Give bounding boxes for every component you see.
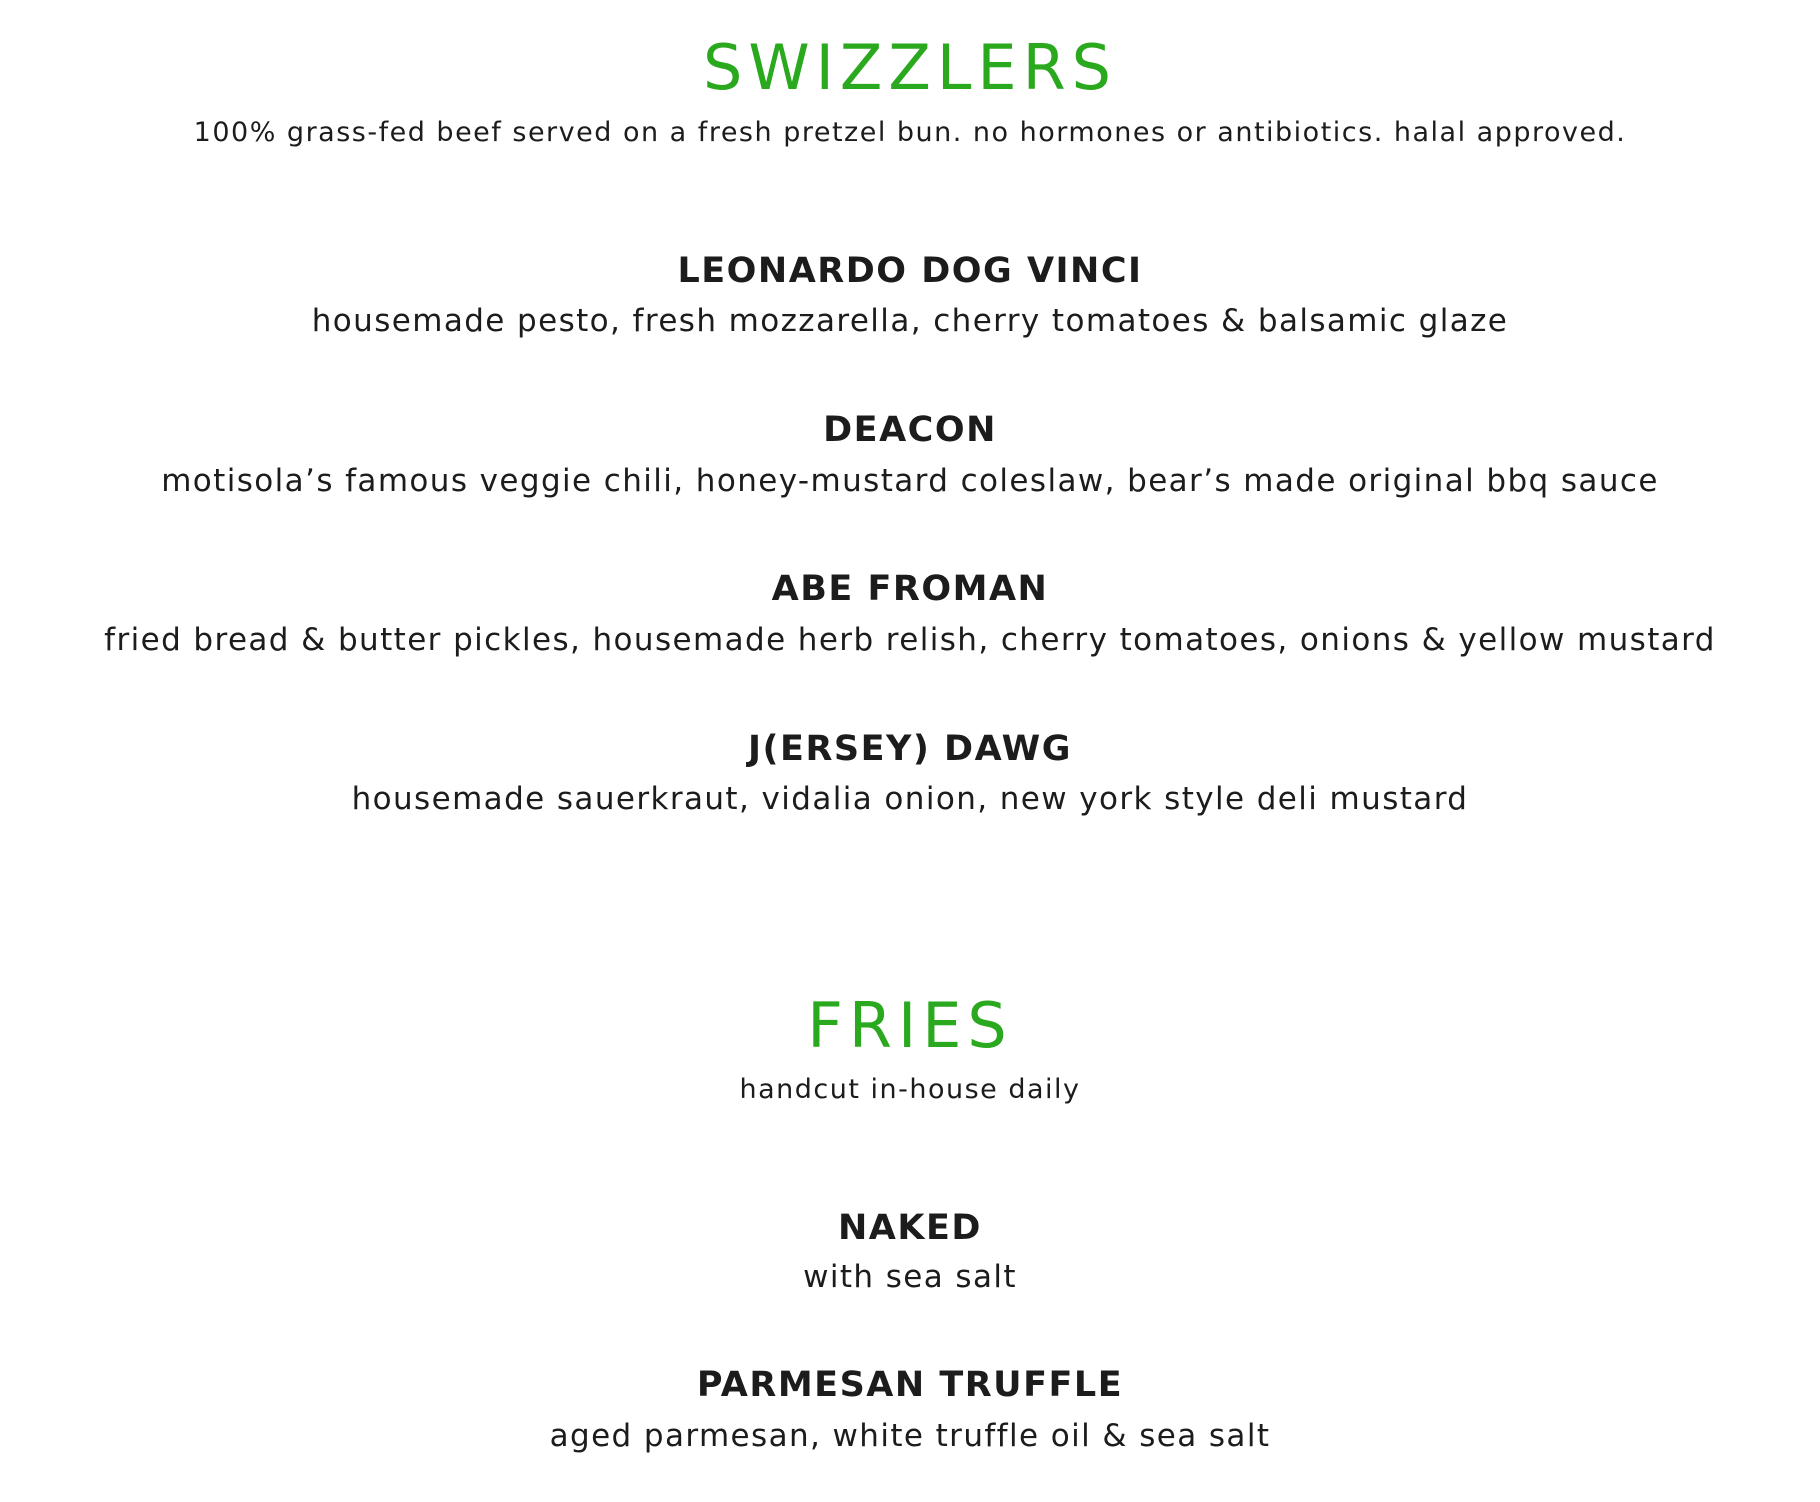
menu-item-description: housemade sauerkraut, vidalia onion, new york style deli mustard — [351, 781, 1469, 817]
menu-item-name: NAKED — [838, 1208, 982, 1248]
menu-item-name: ABE FROMAN — [771, 569, 1049, 609]
menu-item-name: LEONARDO DOG VINCI — [677, 251, 1143, 291]
menu-item-name: DEACON — [823, 410, 997, 450]
menu-item-name: J(ERSEY) DAWG — [748, 729, 1072, 769]
menu-item-description: housemade pesto, fresh mozzarella, cherry tomatoes & balsamic glaze — [311, 303, 1509, 339]
menu-item-description: motisola’s famous veggie chili, honey-mustard coleslaw, bear’s made original bbq sauce — [161, 463, 1659, 499]
section-subtitle: handcut in-house daily — [739, 1074, 1081, 1105]
menu-item-description: with sea salt — [803, 1259, 1017, 1295]
section-subtitle: 100% grass-fed beef served on a fresh pretzel bun. no hormones or antibiotics. halal approved. — [193, 117, 1627, 148]
section-title: SWIZZLERS — [702, 31, 1118, 104]
menu-item-description: fried bread & butter pickles, housemade herb relish, cherry tomatoes, onions & yellow mustard — [104, 622, 1716, 658]
menu-item-description: aged parmesan, white truffle oil & sea salt — [549, 1418, 1271, 1454]
menu-item-name: PARMESAN TRUFFLE — [696, 1365, 1124, 1405]
section-title: FRIES — [807, 989, 1013, 1062]
